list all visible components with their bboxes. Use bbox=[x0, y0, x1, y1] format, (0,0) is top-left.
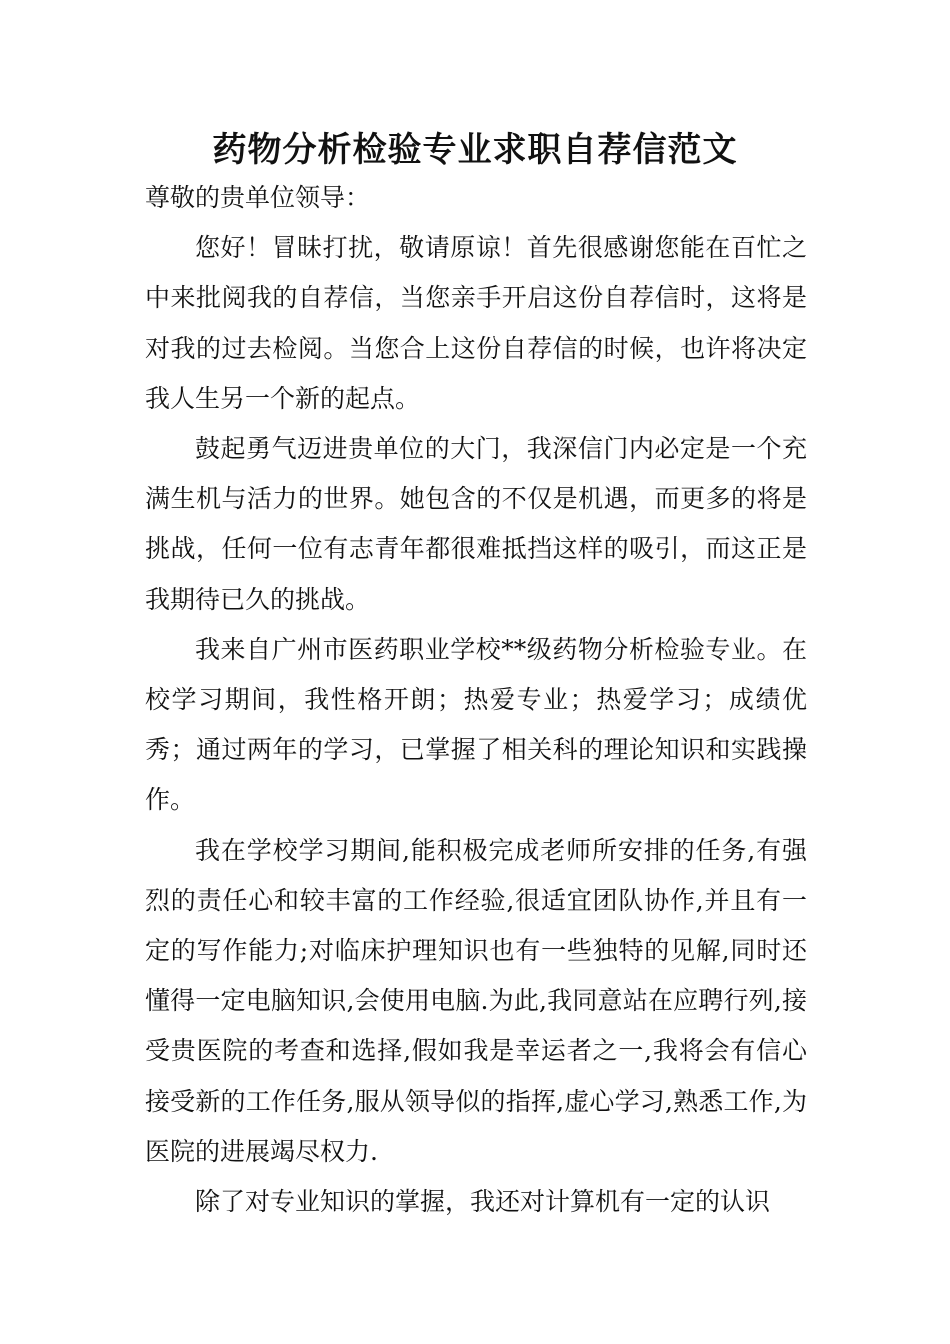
letter-body bbox=[145, 173, 807, 1227]
paragraph-computer-skills: 除了对专业知识的掌握，我还对计算机有一定的认识 bbox=[195, 1187, 771, 1217]
salutation: 尊敬的贵单位领导： bbox=[145, 183, 371, 212]
paragraph-greeting: 您好！冒昧打扰，敬请原谅！首先很感谢您能在百忙之中来批阅我的自荐信，当您亲手开启这份自荐信时，这将是对我的过去检阅。当您合上这份自荐信的时候，也许将决定我人生另一个新的起点。 bbox=[145, 233, 807, 413]
paragraph-experience: 我在学校学习期间,能积极完成老师所安排的任务,有强烈的责任心和较丰富的工作经验,很适宜团队协作,并且有一定的写作能力;对临床护理知识也有一些独特的见解,同时还懂得一定电脑知识,会使用电脑.为此,我同意站在应聘行列,接受贵医院的考查和选择,假如我是幸运者之一,我将会有信心接受新的工作任务,服从领导似的指挥,虚心学习,熟悉工作,为医院的进展竭尽权力. bbox=[145, 835, 807, 1166]
paragraph-motivation: 鼓起勇气迈进贵单位的大门，我深信门内必定是一个充满生机与活力的世界。她包含的不仅是机遇，而更多的将是挑战，任何一位有志青年都很难抵挡这样的吸引，而这正是我期待已久的挑战。 bbox=[145, 434, 807, 614]
paragraph-education: 我来自广州市医药职业学校**级药物分析检验专业。在校学习期间，我性格开朗；热爱专业；热爱学习；成绩优秀；通过两年的学习，已掌握了相关科的理论知识和实践操作。 bbox=[145, 634, 807, 815]
document-title: 药物分析检验专业求职自荐信范文 bbox=[212, 130, 738, 170]
